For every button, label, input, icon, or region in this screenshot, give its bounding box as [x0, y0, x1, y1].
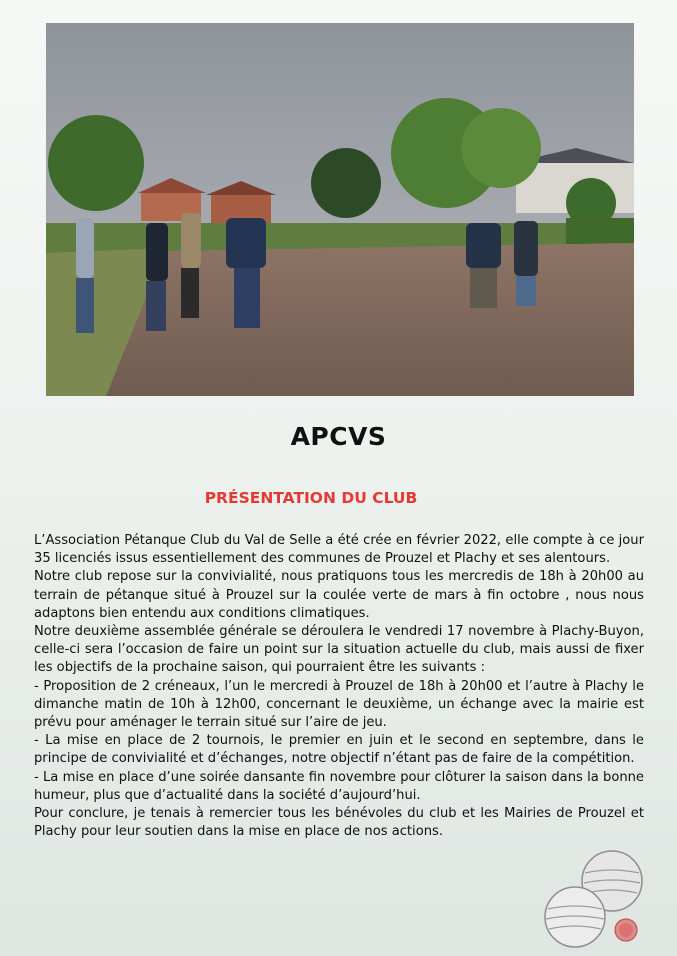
- paragraph: - Proposition de 2 créneaux, l’un le mercredi à Prouzel de 18h à 20h00 et l’autre à Plachy le dimanche matin de 10h à 12h00, concernant le deuxième, un échange avec la mairie est prévu pour aménager le terrain situé sur l’aire de jeu.: [34, 678, 644, 731]
- paragraph: L’Association Pétanque Club du Val de Selle a été crée en février 2022, elle compte à ce jour 35 licenciés issus essentiellement des communes de Prouzel et Plachy et ses alentours.: [34, 533, 644, 567]
- paragraph: - La mise en place de 2 tournois, le premier en juin et le second en septembre, dans le principe de convivialité et d’échanges, notre objectif n’étant pas de faire de la compétition.: [34, 733, 644, 767]
- paragraph: - La mise en place d’une soirée dansante fin novembre pour clôturer la saison dans la bonne humeur, plus que d’actualité dans la société d’aujourd’hui.: [34, 769, 644, 803]
- paragraph: Notre club repose sur la convivialité, nous pratiquons tous les mercredis de 18h à 20h00 au terrain de pétanque situé à Prouzel sur la coulée verte de mars à fin octobre , nous nous adaptons bien entendu aux conditions climatiques.: [34, 569, 644, 621]
- petanque-balls-icon: [540, 845, 650, 950]
- paragraph: Notre deuxième assemblée générale se déroulera le vendredi 17 novembre à Plachy-Buyon, celle-ci sera l’occasion de faire un point sur la situation actuelle du club, mais aussi de fixer les objectifs de la prochaine saison, qui pourraient être les suivants :: [34, 624, 644, 676]
- paragraph: Pour conclure, je tenais à remercier tous les bénévoles du club et les Mairies de Prouzel et Plachy pour leur soutien dans la mise en place de nos actions.: [34, 806, 644, 840]
- section-heading: PRÉSENTATION DU CLUB: [204, 489, 418, 507]
- club-description: [34, 532, 644, 841]
- page-title: APCVS: [290, 422, 387, 451]
- club-photo: [46, 23, 634, 396]
